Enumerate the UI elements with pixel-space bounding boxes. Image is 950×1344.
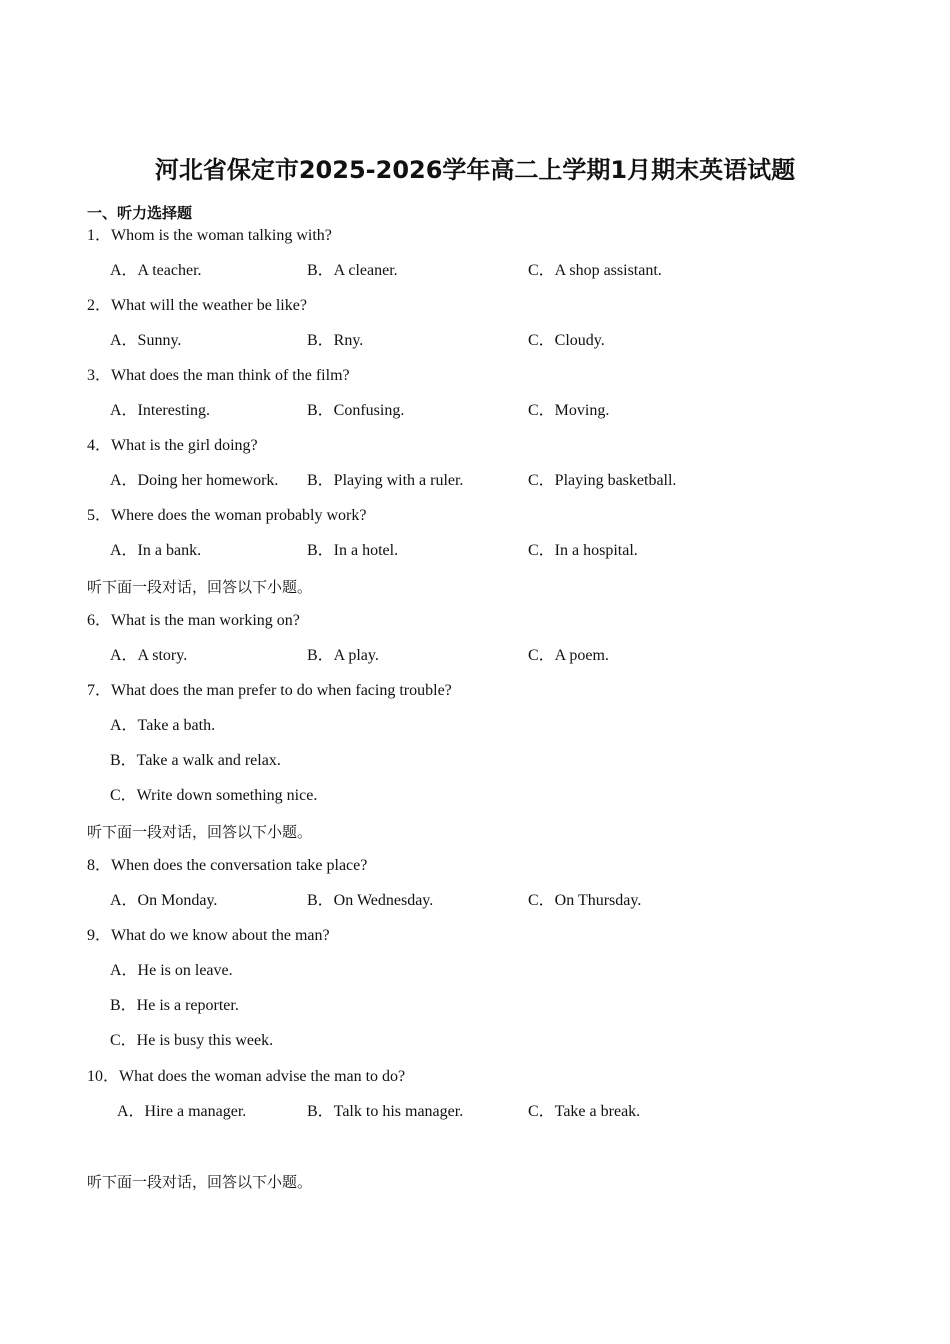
- question-1: [87, 226, 332, 246]
- question-2: [87, 296, 307, 316]
- question-text: What will the weather be like?: [111, 297, 307, 314]
- page-title: 河北省保定市2025-2026学年高二上学期1月期末英语试题: [154, 156, 796, 184]
- option-a: A．A teacher.: [110, 262, 202, 279]
- option-c: C．Write down something nice.: [110, 787, 318, 804]
- option-c: C．Moving.: [528, 402, 610, 419]
- option-b: B．In a hotel.: [307, 542, 399, 559]
- option-a: A．He is on leave.: [110, 962, 233, 979]
- question-text: What is the girl doing?: [111, 437, 258, 454]
- option-c: C．Cloudy.: [528, 332, 605, 349]
- question-4: [87, 436, 258, 456]
- question-7: [87, 681, 452, 701]
- option-b: B．He is a reporter.: [110, 997, 239, 1014]
- option-a: A．On Monday.: [110, 892, 218, 909]
- question-number: 8．: [87, 857, 112, 874]
- option-c: C．He is busy this week.: [110, 1032, 274, 1049]
- listening-instruction: 听下面一段对话，回答以下小题。: [87, 578, 313, 596]
- listening-instruction: 听下面一段对话，回答以下小题。: [87, 823, 313, 841]
- option-c: C．A shop assistant.: [528, 262, 662, 279]
- question-number: 9．: [87, 927, 112, 944]
- section-heading: 一、听力选择题: [87, 204, 193, 222]
- question-text: Whom is the woman talking with?: [111, 227, 332, 244]
- option-c: C．On Thursday.: [528, 892, 642, 909]
- option-b: B．Talk to his manager.: [307, 1103, 464, 1120]
- question-3: [87, 366, 350, 386]
- question-number: 2．: [87, 297, 112, 314]
- option-b: B．A play.: [307, 647, 379, 664]
- option-b: B．Rny.: [307, 332, 364, 349]
- question-text: What is the man working on?: [111, 612, 300, 629]
- question-10: [87, 1067, 405, 1087]
- question-text: What does the woman advise the man to do?: [119, 1068, 406, 1085]
- option-b: B．Confusing.: [307, 402, 405, 419]
- option-c: C．A poem.: [528, 647, 609, 664]
- option-a: A．Doing her homework.: [110, 472, 279, 489]
- question-number: 10．: [87, 1068, 120, 1085]
- question-text: What does the man think of the film?: [111, 367, 350, 384]
- option-b: B．On Wednesday.: [307, 892, 434, 909]
- question-number: 7．: [87, 682, 112, 699]
- question-6: [87, 611, 300, 631]
- option-c: C．In a hospital.: [528, 542, 638, 559]
- option-a: A．Sunny.: [110, 332, 182, 349]
- option-a: A．Hire a manager.: [117, 1103, 247, 1120]
- option-b: B．A cleaner.: [307, 262, 398, 279]
- option-a: A．Take a bath.: [110, 717, 216, 734]
- listening-instruction: 听下面一段对话，回答以下小题。: [87, 1173, 313, 1191]
- option-a: A．Interesting.: [110, 402, 210, 419]
- question-text: What do we know about the man?: [111, 927, 330, 944]
- question-number: 6．: [87, 612, 112, 629]
- option-c: C．Playing basketball.: [528, 472, 677, 489]
- question-number: 1．: [87, 227, 112, 244]
- question-9: [87, 926, 330, 946]
- question-text: When does the conversation take place?: [111, 857, 368, 874]
- option-b: B．Playing with a ruler.: [307, 472, 464, 489]
- question-5: [87, 506, 366, 526]
- question-number: 3．: [87, 367, 112, 384]
- question-number: 5．: [87, 507, 112, 524]
- option-b: B．Take a walk and relax.: [110, 752, 281, 769]
- question-text: What does the man prefer to do when facing trouble?: [111, 682, 452, 699]
- question-text: Where does the woman probably work?: [111, 507, 367, 524]
- option-a: A．A story.: [110, 647, 188, 664]
- question-8: [87, 856, 367, 876]
- option-a: A．In a bank.: [110, 542, 202, 559]
- question-number: 4．: [87, 437, 112, 454]
- option-c: C．Take a break.: [528, 1103, 641, 1120]
